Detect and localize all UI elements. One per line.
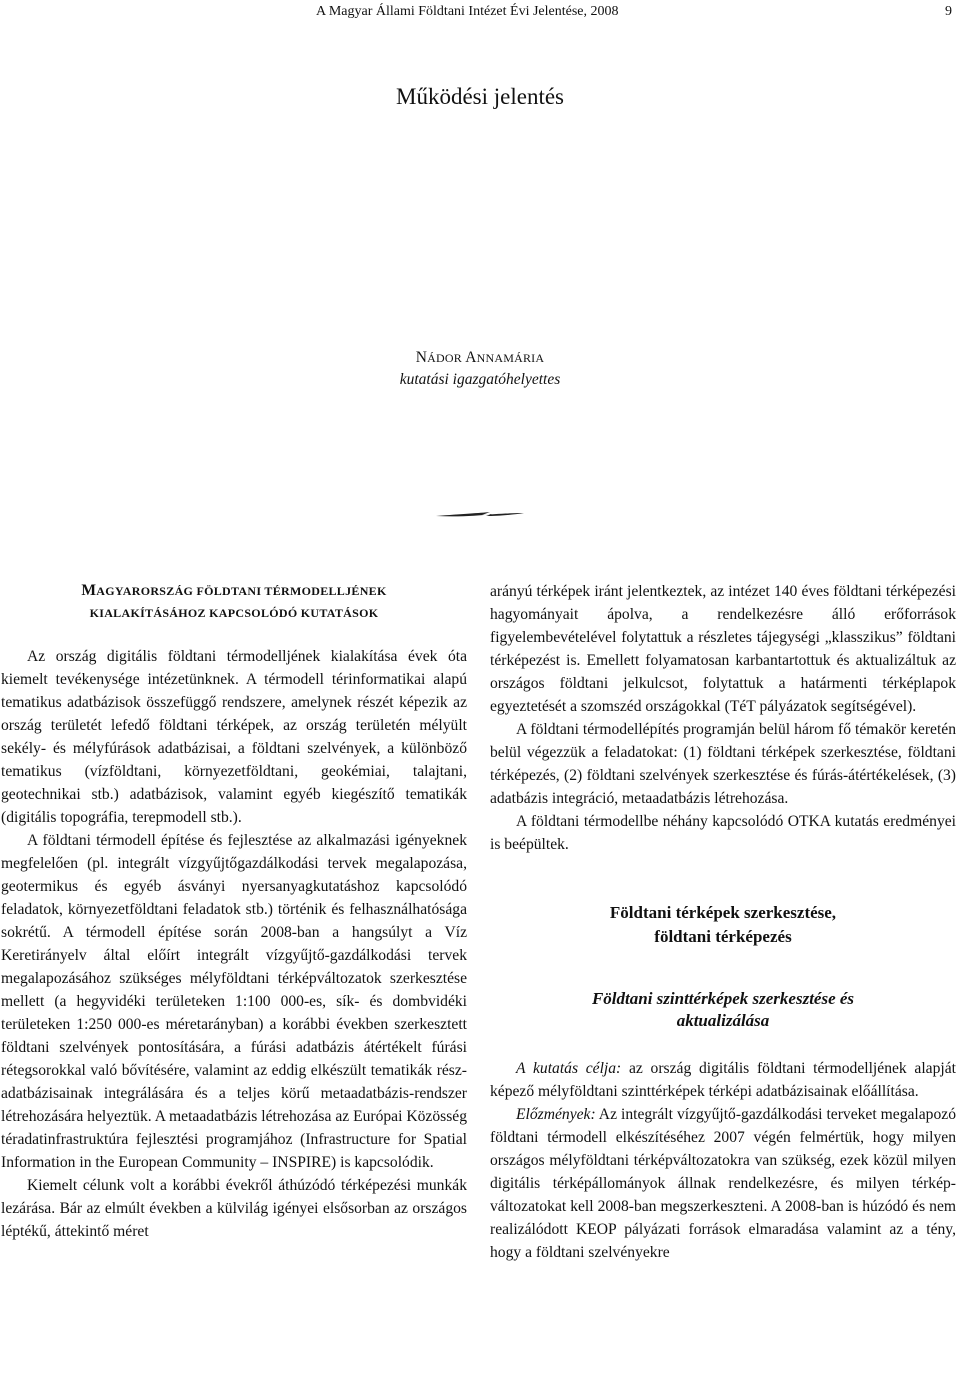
section-heading-line1-rest: AGYARORSZÁG FÖLDTANI TÉRMODELLJÉNEK	[96, 584, 387, 598]
author-name	[0, 347, 960, 369]
paragraph-body: Az integrált vízgyűjtő-gazdálkodási terveket megalapozó földtani térmodell elkészítéséhez 2007 végén felmértük, hogy milyen országos mélyföldtani térképváltozatokra van szükség, ezek közül milyen digitális térképállományok állnak rendelkezésre, és milyen térképváltozatokat kell 2008-ban megszerkeszteni. A 2008-ban is húzódó és nem realizálódott KEOP pályázati források elmaradása valamint az a tény, hogy a földtani szelvényekre	[490, 1106, 956, 1261]
running-head	[0, 4, 960, 24]
paragraph-body: az ország digitális földtani térmodelljének alapját képező mélyföldtani szinttérképek térképi adatbázisainak előállítása.	[490, 1060, 956, 1100]
ornament-divider	[432, 505, 528, 525]
spacer	[490, 1032, 956, 1057]
paragraph: A földtani térmodell építése és fejlesztése az alkalmazási igényeknek megfelelően (pl. integrált vízgyűjtőgazdálkodási tervek megalapozása, geotermikus és egyéb ásványi nyersanyagkutatáshoz kapcsolódó feladatok, környezetföldtani feladatok stb.) történik és felhasználhatósága sokrétű. A térmodell építése során 2008-ban a hangsúlyt a Víz Keretirányelv által előírt integrált vízgyűjtő-gazdálkodási tervek megalapozásához szükséges mélyföldtani térképváltozatok szerkesztése mellett (a hegyvidéki területeken 1:100 000-es, sík- és dombvidéki területeken 1:250 000-es méretarányban) a korábbi években szerkesztett földtani szelvények pontosítására, a fúrási adatbázis átértékelt fúrási rétegsorokkal való bővítésére, valamint az eddig elkészült tematikák rész-adatbázisainak integrálására és a teljes körű metaadatbázis-rendszer létrehozására helyeztük. A metaadatbázis létrehozása az Európai Közösség téradatinfrastruktúra fejlesztési programjához (Infrastructure for Spatial Information in the European Community – INSPIRE) is kapcsolódik.	[1, 832, 467, 1171]
paragraph-lead: A kutatás célja:	[516, 1060, 622, 1077]
subsubsection-heading-line2: aktualizálása	[676, 1011, 770, 1030]
paragraph: Kiemelt célunk volt a korábbi évekről áthúzódó térképezési munkák lezárása. Bár az elmúlt években a külvilág igényei elsősorban az országos léptékű, áttekintő méret	[1, 1177, 467, 1240]
paragraph: Az ország digitális földtani térmodelljének kialakítása évek óta kiemelt tevékenysége intézetünknek. A térmodell térinformatikai alapú tematikus adatbázisok összefüggő rendszere, amelynek részét képezik az ország területét lefedő földtani térképek, az ország területén mélyült sekély- és mélyfúrások adatbázisai, a földtani szelvények, a különböző tematikus (vízföldtani, környezetföldtani, geokémiai, talajtani, geotechnikai stb.) adatbázisok, valamint egyéb kiegészítő tematikák (digitális topográfia, terepmodell stb.).	[1, 648, 467, 826]
paragraph	[490, 1103, 956, 1264]
running-head-title: A Magyar Állami Földtani Intézet Évi Jelentése, 2008	[316, 4, 619, 19]
paragraph-lead: Előzmények:	[516, 1106, 596, 1123]
paragraph: A földtani térmodellbe néhány kapcsolódó OTKA kutatás eredményei is beépültek.	[490, 813, 956, 853]
paragraph-continued: arányú térképek iránt jelentkeztek, az intézet 140 éves földtani térképezési hagyományait ápolva, a rendelkezésre álló erőforrások figyelembevételével folytattuk a részletes tájegységi „klasszikus” földtani térképezést is. Emellett folyamatosan karbantartottuk és aktualizáltuk az országos földtani jelkulcsot, folytattuk a határmenti térképlapok egyeztetését a szomszéd országokkal (TéT pályázatok segítségével).	[490, 583, 956, 715]
paragraph	[490, 1057, 956, 1103]
author-surname-rest: NNAMÁRIA	[476, 351, 545, 365]
author-surname-initial: A	[465, 349, 477, 366]
subsection-heading-line2: földtani térképezés	[654, 927, 792, 946]
section-heading-initial: M	[81, 582, 97, 599]
column-right	[490, 580, 956, 1264]
spacer	[490, 949, 956, 988]
page-number: 9	[945, 4, 952, 19]
spacer	[490, 856, 956, 901]
author-name-initial: N	[415, 349, 428, 366]
column-left	[1, 580, 467, 1243]
section-heading-line1	[1, 580, 467, 602]
subsubsection-heading	[490, 988, 956, 1032]
subsubsection-heading-line1: Földtani szinttérképek szerkesztése és	[591, 989, 855, 1008]
section-heading	[1, 580, 467, 624]
author-role: kutatási igazgatóhelyettes	[399, 371, 561, 388]
subsection-heading	[490, 901, 956, 949]
paragraph: A földtani térmodellépítés programján belül három fő témakör keretén belül végezzük a feladatokat: (1) földtani térképek szerkesztése, földtani térképezés, (2) földtani szelvények szerkesztése és fúrás-átértékelések, (3) adatbázis integráció, metaadatbázis létrehozása.	[490, 721, 956, 807]
section-heading-line2: KIALAKÍTÁSÁHOZ KAPCSOLÓDÓ KUTATÁSOK	[89, 606, 379, 620]
subsection-heading-line1: Földtani térképek szerkesztése,	[609, 903, 837, 922]
author-block	[0, 347, 960, 390]
report-title: Működési jelentés	[396, 84, 564, 109]
author-name-rest: ÁDOR	[427, 351, 462, 365]
